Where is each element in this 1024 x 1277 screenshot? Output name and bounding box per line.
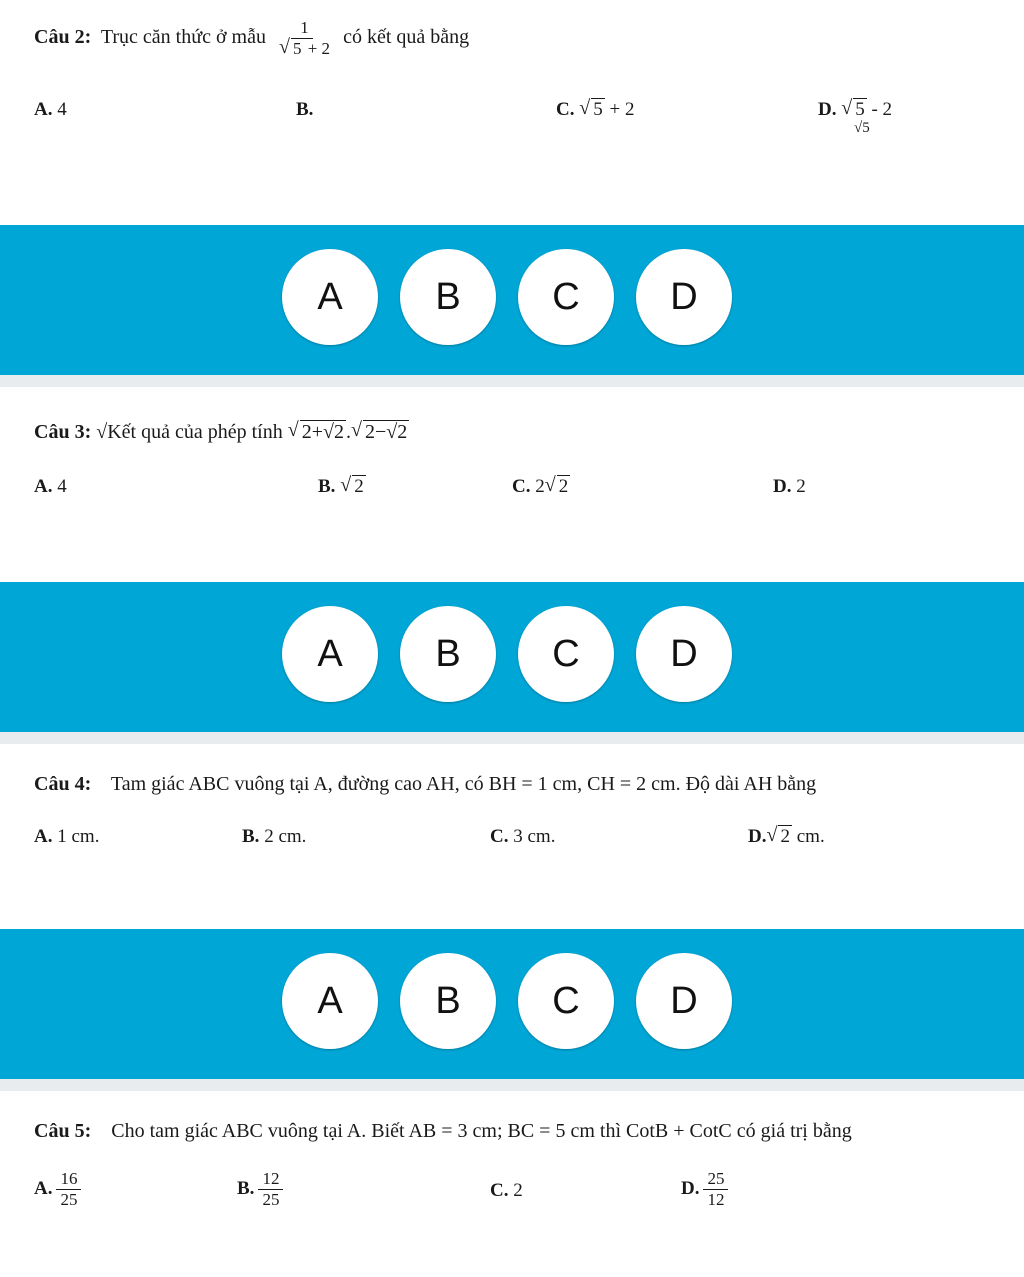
q3-option-c: C. 2√ 2 (512, 476, 570, 498)
q4-option-b: B. 2 cm. (242, 826, 307, 847)
q2-option-b: B. (296, 99, 314, 120)
q5-option-b: B. $\frac{12}{25}$ (237, 1169, 287, 1210)
question-2-section (0, 0, 1024, 225)
question-2-fraction: 1 √ 5 + 2 (275, 18, 334, 59)
question-2-text: Câu 2: Trục căn thức ở mẫu 1 √ 5 + 2 có kết quả bằng (34, 18, 469, 59)
separator (0, 375, 1024, 387)
answer-button-c[interactable]: C (518, 953, 614, 1049)
question-3-section (0, 387, 1024, 582)
answer-bar-q3 (0, 582, 1024, 732)
question-4-section (0, 744, 1024, 929)
separator (0, 1079, 1024, 1091)
answer-button-d[interactable]: D (636, 249, 732, 345)
q5-option-a: A. $\frac{16}{25}$ (34, 1169, 85, 1210)
q2-option-d-subscript: √5 (854, 120, 870, 136)
q2-option-d: D. √ 5 - 2 (818, 99, 892, 121)
q5-option-d: D. $\frac{25}{12}$ (681, 1169, 732, 1210)
answer-button-c[interactable]: C (518, 249, 614, 345)
answer-bar-q4 (0, 929, 1024, 1079)
question-5-text: Câu 5: Cho tam giác ABC vuông tại A. Biết AB = 3 cm; BC = 5 cm thì CotB + CotC có giá trị bằng (34, 1120, 852, 1142)
answer-button-b[interactable]: B (400, 606, 496, 702)
q2-option-a: A. 4 (34, 99, 67, 120)
answer-button-a[interactable]: A (282, 953, 378, 1049)
q4-option-d: D.√ 2 cm. (748, 826, 825, 848)
answer-button-d[interactable]: D (636, 606, 732, 702)
q3-option-b: B. √ 2 (318, 476, 366, 498)
question-4-text: Câu 4: Tam giác ABC vuông tại A, đường cao AH, có BH = 1 cm, CH = 2 cm. Độ dài AH bằng (34, 773, 817, 795)
q3-option-d: D. 2 (773, 476, 806, 497)
answer-button-a[interactable]: A (282, 606, 378, 702)
answer-button-d[interactable]: D (636, 953, 732, 1049)
separator (0, 732, 1024, 744)
answer-bar-q2 (0, 225, 1024, 375)
question-3-text: Câu 3: √Kết quả của phép tính √ 2+√2 .√ 2−√2 (34, 421, 409, 444)
answer-button-b[interactable]: B (400, 953, 496, 1049)
q5-option-c: C. 2 (490, 1180, 523, 1201)
question-5-section (0, 1091, 1024, 1277)
answer-button-a[interactable]: A (282, 249, 378, 345)
q3-option-a: A. 4 (34, 476, 67, 497)
answer-button-b[interactable]: B (400, 249, 496, 345)
q4-option-a: A. 1 cm. (34, 826, 100, 847)
answer-button-c[interactable]: C (518, 606, 614, 702)
q2-option-c: C. √ 5 + 2 (556, 99, 634, 121)
q4-option-c: C. 3 cm. (490, 826, 556, 847)
